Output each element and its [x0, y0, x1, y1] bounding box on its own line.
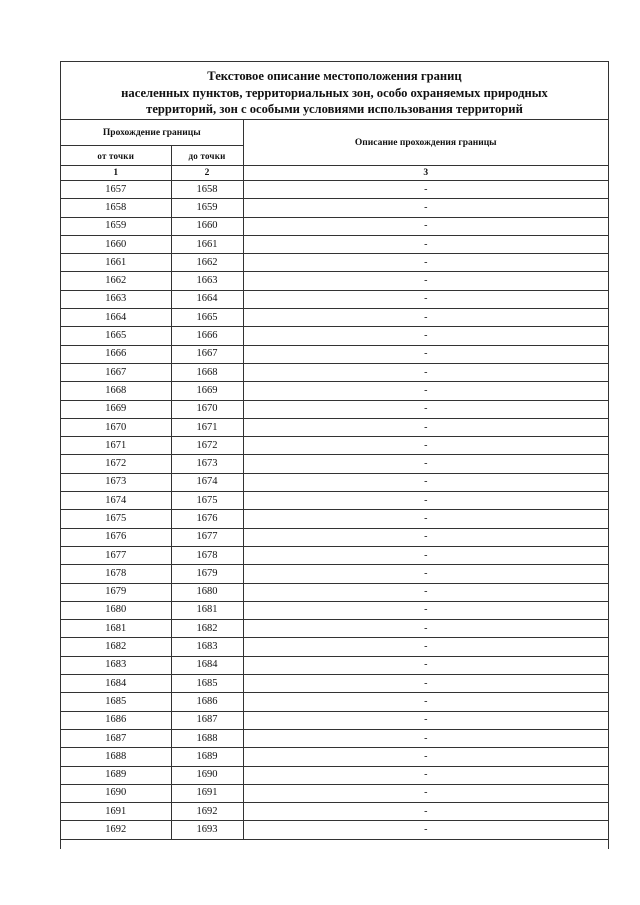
cell-to-point: 1672 — [171, 437, 243, 455]
cell-to-point: 1691 — [171, 784, 243, 802]
table-row — [61, 546, 608, 564]
cell-from-point: 1687 — [61, 729, 171, 747]
cell-from-point: 1658 — [61, 199, 171, 217]
cell-from-point: 1680 — [61, 601, 171, 619]
cell-to-point: 1674 — [171, 473, 243, 491]
table-row — [61, 272, 608, 290]
cell-from-point: 1660 — [61, 235, 171, 253]
cell-description: - — [243, 382, 608, 400]
cell-description: - — [243, 217, 608, 235]
table-row — [61, 327, 608, 345]
cell-description: - — [243, 601, 608, 619]
table-row — [61, 784, 608, 802]
boundary-description-sheet — [60, 61, 609, 849]
cell-from-point: 1690 — [61, 784, 171, 802]
table-row — [61, 711, 608, 729]
cell-to-point: 1685 — [171, 675, 243, 693]
cell-from-point: 1681 — [61, 620, 171, 638]
cell-description: - — [243, 784, 608, 802]
table-row — [61, 803, 608, 821]
cell-description: - — [243, 199, 608, 217]
document-title — [61, 62, 608, 120]
cell-description: - — [243, 729, 608, 747]
header-to-point: до точки — [171, 146, 243, 166]
cell-description: - — [243, 345, 608, 363]
table-row — [61, 363, 608, 381]
cell-description: - — [243, 235, 608, 253]
cell-from-point: 1686 — [61, 711, 171, 729]
cell-from-point: 1662 — [61, 272, 171, 290]
cell-to-point: 1663 — [171, 272, 243, 290]
cell-from-point: 1689 — [61, 766, 171, 784]
cell-description: - — [243, 363, 608, 381]
table-row — [61, 345, 608, 363]
cell-from-point: 1675 — [61, 510, 171, 528]
cell-to-point: 1676 — [171, 510, 243, 528]
cell-to-point: 1670 — [171, 400, 243, 418]
title-line-3: территорий, зон с особыми условиями использования территорий — [146, 102, 523, 116]
cell-description: - — [243, 748, 608, 766]
table-row — [61, 729, 608, 747]
cell-from-point: 1679 — [61, 583, 171, 601]
cell-from-point: 1663 — [61, 290, 171, 308]
cell-description: - — [243, 437, 608, 455]
cell-to-point: 1689 — [171, 748, 243, 766]
table-row — [61, 181, 608, 199]
cell-from-point: 1685 — [61, 693, 171, 711]
cell-description: - — [243, 528, 608, 546]
cell-to-point: 1660 — [171, 217, 243, 235]
cell-from-point: 1674 — [61, 492, 171, 510]
cell-description: - — [243, 803, 608, 821]
cell-from-point: 1664 — [61, 309, 171, 327]
cell-description: - — [243, 711, 608, 729]
cell-description: - — [243, 473, 608, 491]
cell-from-point: 1661 — [61, 254, 171, 272]
table-row — [61, 821, 608, 839]
cell-description: - — [243, 455, 608, 473]
cell-to-point: 1681 — [171, 601, 243, 619]
column-number-3: 3 — [243, 166, 608, 181]
table-row — [61, 620, 608, 638]
cell-description: - — [243, 620, 608, 638]
cell-to-point: 1677 — [171, 528, 243, 546]
table-row — [61, 254, 608, 272]
cell-description: - — [243, 546, 608, 564]
cell-to-point: 1688 — [171, 729, 243, 747]
cell-to-point: 1680 — [171, 583, 243, 601]
cell-to-point: 1671 — [171, 418, 243, 436]
cell-to-point: 1661 — [171, 235, 243, 253]
cell-to-point: 1683 — [171, 638, 243, 656]
cell-from-point: 1671 — [61, 437, 171, 455]
cell-from-point: 1670 — [61, 418, 171, 436]
cell-from-point: 1691 — [61, 803, 171, 821]
cell-to-point: 1668 — [171, 363, 243, 381]
cell-description: - — [243, 638, 608, 656]
table-row — [61, 217, 608, 235]
table-row — [61, 309, 608, 327]
cell-description: - — [243, 766, 608, 784]
title-line-1: Текстовое описание местоположения границ — [207, 69, 462, 83]
cell-description: - — [243, 290, 608, 308]
cell-from-point: 1683 — [61, 656, 171, 674]
cell-from-point: 1688 — [61, 748, 171, 766]
header-row-group — [61, 120, 608, 146]
cell-to-point: 1684 — [171, 656, 243, 674]
cell-to-point: 1693 — [171, 821, 243, 839]
table-row — [61, 601, 608, 619]
cell-from-point: 1692 — [61, 821, 171, 839]
cell-to-point: 1679 — [171, 565, 243, 583]
cell-to-point: 1667 — [171, 345, 243, 363]
table-row — [61, 748, 608, 766]
header-from-point: от точки — [61, 146, 171, 166]
header-row-numbers — [61, 166, 608, 181]
table-row — [61, 473, 608, 491]
cell-from-point: 1667 — [61, 363, 171, 381]
table-row — [61, 528, 608, 546]
table-row — [61, 510, 608, 528]
table-row — [61, 565, 608, 583]
column-number-2: 2 — [171, 166, 243, 181]
cell-to-point: 1662 — [171, 254, 243, 272]
header-boundary-passage: Прохождение границы — [61, 120, 243, 146]
table-row — [61, 382, 608, 400]
cell-to-point: 1665 — [171, 309, 243, 327]
table-row — [61, 656, 608, 674]
cell-description: - — [243, 565, 608, 583]
cell-from-point: 1659 — [61, 217, 171, 235]
table-row — [61, 290, 608, 308]
table-row — [61, 235, 608, 253]
cell-to-point: 1686 — [171, 693, 243, 711]
cell-from-point: 1668 — [61, 382, 171, 400]
cell-description: - — [243, 181, 608, 199]
cell-to-point: 1687 — [171, 711, 243, 729]
table-row — [61, 455, 608, 473]
cell-from-point: 1672 — [61, 455, 171, 473]
table-row — [61, 199, 608, 217]
cell-to-point: 1669 — [171, 382, 243, 400]
table-row — [61, 418, 608, 436]
cell-from-point: 1669 — [61, 400, 171, 418]
cell-to-point: 1690 — [171, 766, 243, 784]
cell-description: - — [243, 656, 608, 674]
cell-description: - — [243, 400, 608, 418]
cell-to-point: 1659 — [171, 199, 243, 217]
cell-from-point: 1677 — [61, 546, 171, 564]
cell-to-point: 1673 — [171, 455, 243, 473]
cell-description: - — [243, 821, 608, 839]
table-row — [61, 400, 608, 418]
cell-to-point: 1664 — [171, 290, 243, 308]
table-row — [61, 766, 608, 784]
cell-to-point: 1658 — [171, 181, 243, 199]
cell-to-point: 1666 — [171, 327, 243, 345]
cell-from-point: 1665 — [61, 327, 171, 345]
cell-description: - — [243, 309, 608, 327]
cell-description: - — [243, 418, 608, 436]
cell-from-point: 1682 — [61, 638, 171, 656]
cell-to-point: 1692 — [171, 803, 243, 821]
cell-description: - — [243, 693, 608, 711]
cell-to-point: 1675 — [171, 492, 243, 510]
cell-description: - — [243, 510, 608, 528]
cell-to-point: 1678 — [171, 546, 243, 564]
cell-to-point: 1682 — [171, 620, 243, 638]
cell-from-point: 1657 — [61, 181, 171, 199]
column-number-1: 1 — [61, 166, 171, 181]
cell-description: - — [243, 254, 608, 272]
cell-description: - — [243, 675, 608, 693]
boundary-table — [61, 120, 608, 840]
table-row — [61, 583, 608, 601]
table-row — [61, 675, 608, 693]
cell-from-point: 1666 — [61, 345, 171, 363]
table-row — [61, 492, 608, 510]
cell-description: - — [243, 492, 608, 510]
cell-description: - — [243, 327, 608, 345]
table-row — [61, 693, 608, 711]
header-passage-description: Описание прохождения границы — [243, 120, 608, 166]
title-line-2: населенных пунктов, территориальных зон, особо охраняемых природных — [121, 85, 548, 100]
cell-description: - — [243, 583, 608, 601]
cell-from-point: 1684 — [61, 675, 171, 693]
cell-from-point: 1678 — [61, 565, 171, 583]
table-row — [61, 437, 608, 455]
cell-from-point: 1676 — [61, 528, 171, 546]
table-row — [61, 638, 608, 656]
cell-description: - — [243, 272, 608, 290]
cell-from-point: 1673 — [61, 473, 171, 491]
